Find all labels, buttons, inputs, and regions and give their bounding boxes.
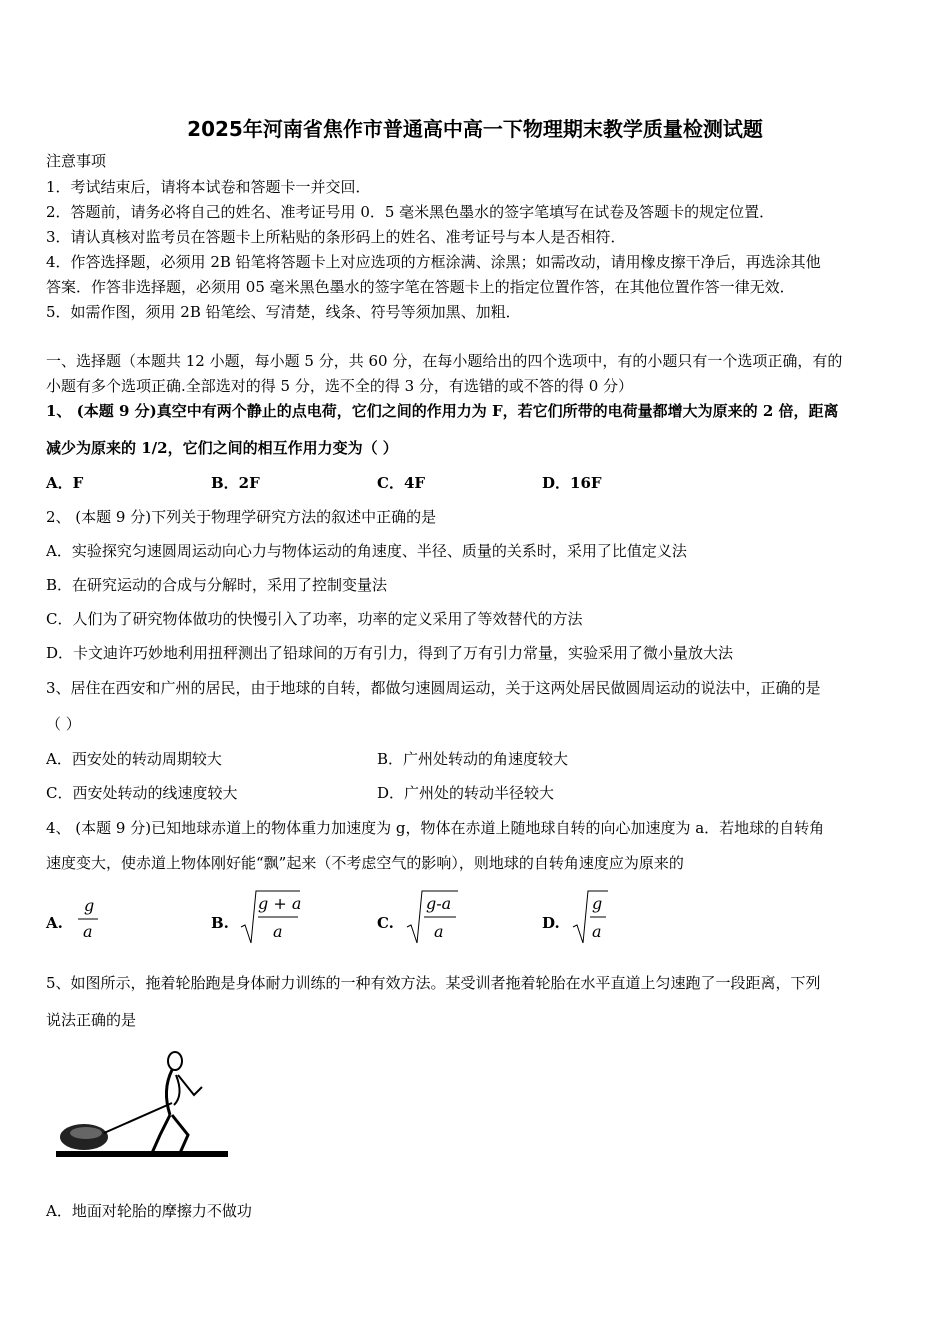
runner-arm-front <box>178 1075 202 1095</box>
tire-tread <box>70 1127 102 1139</box>
q4-b-numerator: g + a <box>258 894 302 913</box>
q1-stem-1: 1、 (本题 9 分)真空中有两个静止的点电荷，它们之间的作用力为 F，若它们所带的电荷量都增大为原来的 2 倍，距离 <box>46 402 839 420</box>
q3-option-a: A．西安处的转动周期较大 <box>46 750 222 768</box>
q4-option-a-formula <box>74 893 104 945</box>
notice-item-2: 2．答题前，请务必将自己的姓名、准考证号用 0．5 毫米黑色墨水的签字笔填写在试卷及答题卡的规定位置． <box>46 203 775 221</box>
q4-option-c-formula <box>404 887 460 945</box>
q2-option-d: D．卡文迪许巧妙地利用扭秤测出了铅球间的万有引力，得到了万有引力常量，实验采用了微小量放大法 <box>46 644 734 662</box>
q4-c-denominator: a <box>434 922 444 941</box>
q3-option-b: B．广州处转动的角速度较大 <box>377 750 569 768</box>
runner-leg-front <box>172 1115 188 1153</box>
q4-option-c-label: C. <box>377 914 394 932</box>
q5-stem-1: 5、如图所示，拖着轮胎跑是身体耐力训练的一种有效方法。某受训者拖着轮胎在水平直道上匀速跑了一段距离，下列 <box>46 974 821 992</box>
q4-stem-1: 4、 (本题 9 分)已知地球赤道上的物体重力加速度为 g，物体在赤道上随地球自转的向心加速度为 a．若地球的自转角 <box>46 819 825 837</box>
q4-option-b-formula <box>238 887 302 945</box>
runner-arm-back <box>174 1075 180 1105</box>
q1-option-d: D．16F <box>542 474 602 492</box>
q4-b-denominator: a <box>273 922 283 941</box>
notice-item-4: 4．作答选择题，必须用 2B 铅笔将答题卡上对应选项的方框涂满、涂黑；如需改动，请用橡皮擦干净后，再选涂其他 <box>46 253 821 271</box>
tire-drag-figure <box>54 1045 234 1165</box>
q4-c-numerator: g-a <box>426 894 452 913</box>
q4-option-d-formula <box>570 887 610 945</box>
notice-item-4-cont: 答案．作答非选择题，必须用 05 毫米黑色墨水的签字笔在答题卡上的指定位置作答，在其他位置作答一律无效． <box>46 278 795 296</box>
runner-body <box>166 1070 172 1115</box>
q4-a-denominator: a <box>83 922 93 941</box>
q4-option-b-label: B. <box>211 914 229 932</box>
q5-stem-2: 说法正确的是 <box>46 1011 137 1029</box>
section1-instructions-1: 一、选择题（本题共 12 小题，每小题 5 分，共 60 分，在每小题给出的四个选项中，有的小题只有一个选项正确，有的 <box>46 352 843 370</box>
ground-line <box>56 1151 228 1157</box>
q1-option-a: A．F <box>46 474 84 492</box>
q1-option-c: C．4F <box>377 474 426 492</box>
q4-d-numerator: g <box>592 894 603 913</box>
q5-option-a: A．地面对轮胎的摩擦力不做功 <box>46 1202 252 1220</box>
q3-stem-1: 3、居住在西安和广州的居民，由于地球的自转，都做匀速圆周运动，关于这两处居民做圆周运动的说法中，正确的是 <box>46 679 821 697</box>
q1-stem-2: 减少为原来的 1/2，它们之间的相互作用力变为（ ） <box>46 439 398 457</box>
q2-option-b: B．在研究运动的合成与分解时，采用了控制变量法 <box>46 576 388 594</box>
q4-stem-2: 速度变大，使赤道上物体刚好能“飘”起来（不考虑空气的影响），则地球的自转角速度应为原来的 <box>46 854 684 872</box>
section1-instructions-2: 小题有多个选项正确.全部选对的得 5 分，选不全的得 3 分，有选错的或不答的得 0 分） <box>46 377 634 395</box>
q4-d-denominator: a <box>592 922 602 941</box>
q2-stem: 2、 (本题 9 分)下列关于物理学研究方法的叙述中正确的是 <box>46 508 437 526</box>
q4-a-numerator: g <box>84 896 95 915</box>
q4-option-d-label: D. <box>542 914 560 932</box>
q2-option-a: A．实验探究匀速圆周运动向心力与物体运动的角速度、半径、质量的关系时，采用了比值定义法 <box>46 542 687 560</box>
notice-heading: 注意事项 <box>46 152 107 170</box>
notice-item-3: 3．请认真核对监考员在答题卡上所粘贴的条形码上的姓名、准考证号与本人是否相符． <box>46 228 626 246</box>
notice-item-1: 1．考试结束后，请将本试卷和答题卡一并交回． <box>46 178 371 196</box>
page-title: 2025年河南省焦作市普通高中高一下物理期末教学质量检测试题 <box>187 117 763 141</box>
runner-leg-back <box>152 1115 170 1153</box>
q3-option-d: D．广州处的转动半径较大 <box>377 784 555 802</box>
q3-option-c: C．西安处转动的线速度较大 <box>46 784 238 802</box>
q3-stem-2: （ ） <box>46 715 81 733</box>
q1-option-b: B．2F <box>211 474 260 492</box>
notice-item-5: 5．如需作图，须用 2B 铅笔绘、写清楚，线条、符号等须加黑、加粗． <box>46 303 521 321</box>
q2-option-c: C．人们为了研究物体做功的快慢引入了功率，功率的定义采用了等效替代的方法 <box>46 610 583 628</box>
q4-option-a-label: A. <box>46 914 63 932</box>
runner-head <box>168 1052 182 1070</box>
